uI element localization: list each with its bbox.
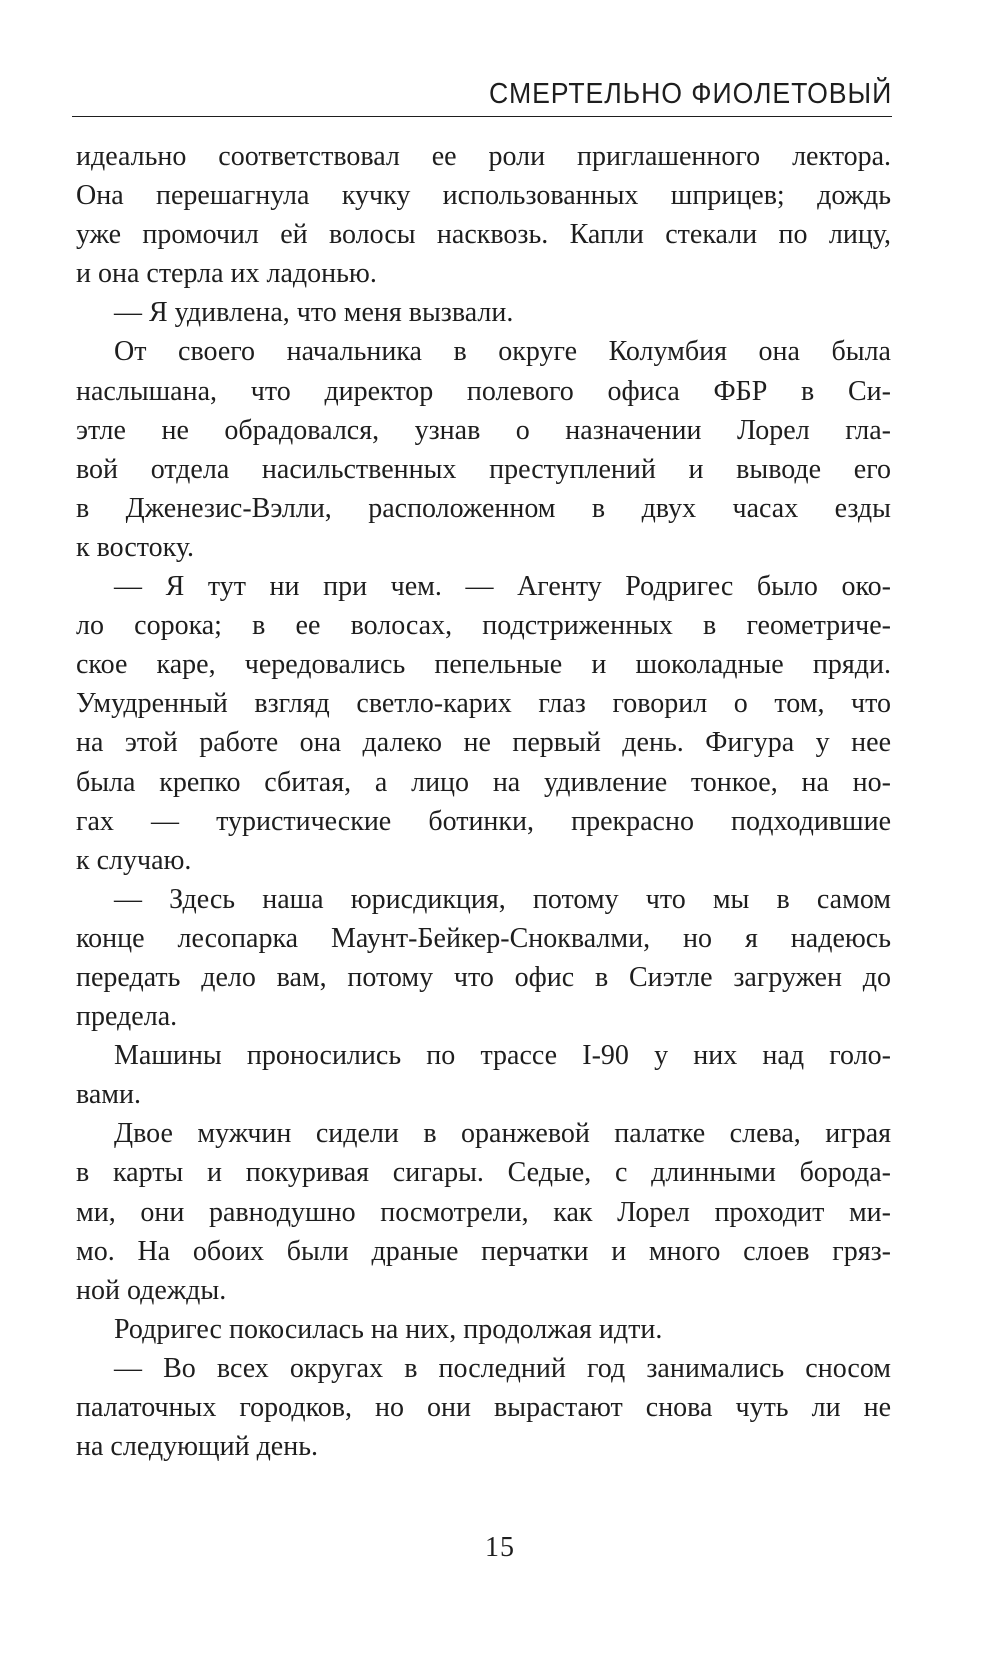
text-line: была крепко сбитая, а лицо на удивление тонкое, на но- [76,766,891,798]
text-line: и она стерла их ладонью. [76,258,377,290]
text-line: ной одежды. [76,1274,227,1306]
paragraph [76,567,891,880]
text-line: предела. [76,1001,178,1033]
body-text [76,137,891,1466]
text-line: мо. На обоих были драные перчатки и много слоев гряз- [76,1235,891,1267]
text-line: ми, они равнодушно посмотрели, как Лорел проходит ми- [76,1196,891,1228]
text-line: наслышана, что директор полевого офиса ФБР в Си- [76,375,891,407]
text-line: Родригес покосилась на них, продолжая идти. [114,1313,663,1345]
text-line: — Во всех округах в последний год занимались сносом [114,1352,891,1384]
text-line: к востоку. [76,531,195,563]
text-line: идеально соответствовал ее роли приглашенного лектора. [76,141,891,172]
text-line: ло сорока; в ее волосах, подстриженных в геометриче- [76,610,891,642]
text-line: — Здесь наша юрисдикция, потому что мы в самом [114,883,891,915]
paragraph [76,1349,891,1466]
text-line: этле не обрадовался, узнав о назначении Лорел гла- [76,414,891,446]
text-line: на следующий день. [76,1431,318,1463]
text-line: конце лесопарка Маунт-Бейкер-Сноквалми, но я надеюсь [76,922,891,954]
text-line: — Я удивлена, что меня вызвали. [114,297,514,329]
text-line: Умудренный взгляд светло-карих глаз говорил о том, что [76,688,891,720]
paragraph [76,1036,891,1114]
paragraph [76,1310,891,1349]
text-line: ское каре, чередовались пепельные и шоколадные пряди. [76,649,891,681]
text-line: От своего начальника в округе Колумбия она была [114,336,891,368]
text-line: на этой работе она далеко не первый день. Фигура у нее [76,727,891,759]
text-line: уже промочил ей волосы насквозь. Капли стекали по лицу, [76,219,891,251]
text-line: в Дженезис-Вэлли, расположенном в двух часах езды [76,492,891,524]
paragraph [76,332,891,567]
text-line: палаточных городков, но они вырастают снова чуть ли не [76,1392,891,1423]
text-line: гах — туристические ботинки, прекрасно подходившие [76,805,891,837]
text-line: Машины проносились по трассе I-90 у них над голо- [114,1040,891,1072]
paragraph [76,880,891,1036]
text-line: Она перешагнула кучку использованных шприцев; дождь [76,180,891,212]
running-title: СМЕРТЕЛЬНО ФИОЛЕТОВЫЙ [488,78,892,110]
header-rule [72,116,892,117]
text-line: в карты и покуривая сигары. Седые, с длинными борода- [76,1157,891,1189]
text-line: передать дело вам, потому что офис в Сиэтле загружен до [76,961,891,993]
paragraph [76,1114,891,1309]
paragraph [76,293,891,332]
text-line: — Я тут ни при чем. — Агенту Родригес было око- [114,571,891,603]
text-line: к случаю. [76,844,192,876]
paragraph [76,137,891,293]
text-line: вами. [76,1079,141,1111]
page-number: 15 [485,1532,515,1563]
running-header [72,70,892,126]
text-line: вой отдела насильственных преступлений и выводе его [76,453,891,485]
text-line: Двое мужчин сидели в оранжевой палатке слева, играя [114,1118,891,1150]
